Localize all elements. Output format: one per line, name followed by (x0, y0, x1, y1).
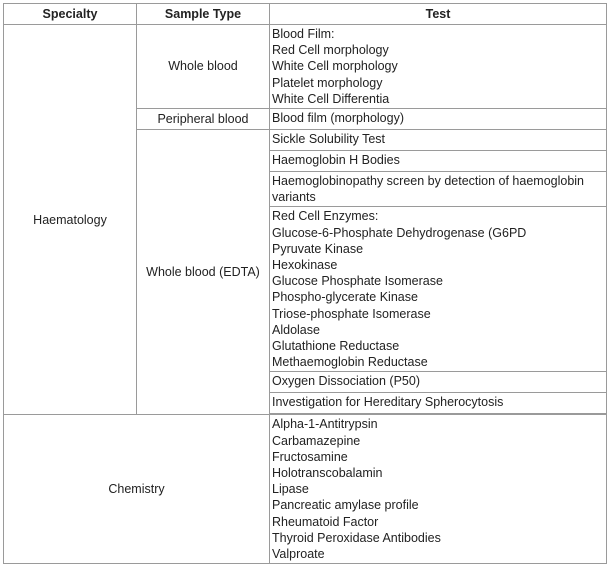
test-haemoglobinopathy-screen (270, 172, 607, 207)
test-red-cell-enzymes-list (270, 207, 607, 372)
header-specialty: Specialty (4, 4, 137, 25)
test-line: Alpha-1-Antitrypsin (272, 417, 378, 432)
specialty-haematology: Haematology (4, 25, 137, 415)
test-hereditary-spherocytosis: Investigation for Hereditary Spherocytosis (270, 393, 607, 414)
header-test: Test (270, 4, 607, 25)
test-line: Triose-phosphate Isomerase (272, 306, 431, 321)
test-line: Blood Film: (272, 27, 335, 41)
test-line: Lipase (272, 482, 309, 497)
table-row (4, 25, 607, 109)
lab-tests-table (3, 3, 607, 564)
test-haemoglobinopathy-text: Haemoglobinopathy screen by detection of haemoglobin variants (272, 174, 585, 205)
test-line: Holotranscobalamin (272, 466, 383, 481)
test-line: Thyroid Peroxidase Antibodies (272, 530, 441, 545)
test-line: White Cell Differentia (272, 91, 390, 106)
table-row (4, 415, 607, 564)
test-line: Hexokinase (272, 258, 338, 273)
header-sample-type: Sample Type (137, 4, 270, 25)
test-line: Rheumatoid Factor (272, 514, 379, 529)
test-line: Fructosamine (272, 449, 348, 464)
specialty-chemistry: Chemistry (4, 415, 270, 564)
test-line: Carbamazepine (272, 433, 361, 448)
test-line: Valproate (272, 547, 325, 562)
test-line: Glucose Phosphate Isomerase (272, 274, 443, 289)
test-line: Red Cell morphology (272, 43, 389, 58)
header-row (4, 4, 607, 25)
test-sickle-solubility: Sickle Solubility Test (270, 130, 607, 151)
test-line: Glutathione Reductase (272, 339, 400, 354)
test-oxygen-dissociation: Oxygen Dissociation (P50) (270, 372, 607, 393)
test-blood-film-morphology: Blood film (morphology) (270, 109, 607, 130)
test-line: Pancreatic amylase profile (272, 498, 419, 513)
test-line: White Cell morphology (272, 59, 398, 74)
sample-peripheral-blood: Peripheral blood (137, 109, 270, 130)
test-line: Glucose-6-Phosphate Dehydrogenase (G6PD (272, 225, 527, 240)
test-line: Pyruvate Kinase (272, 241, 364, 256)
test-line: Phospho-glycerate Kinase (272, 290, 418, 305)
sample-whole-blood: Whole blood (137, 25, 270, 109)
test-blood-film-list (270, 25, 607, 109)
test-line: Red Cell Enzymes: (272, 209, 379, 224)
sample-whole-blood-edta: Whole blood (EDTA) (137, 130, 270, 415)
test-haemoglobin-h-bodies: Haemoglobin H Bodies (270, 151, 607, 172)
test-line: Platelet morphology (272, 75, 383, 90)
test-chemistry-list (270, 415, 607, 564)
test-line: Methaemoglobin Reductase (272, 355, 428, 370)
test-line: Aldolase (272, 322, 320, 337)
